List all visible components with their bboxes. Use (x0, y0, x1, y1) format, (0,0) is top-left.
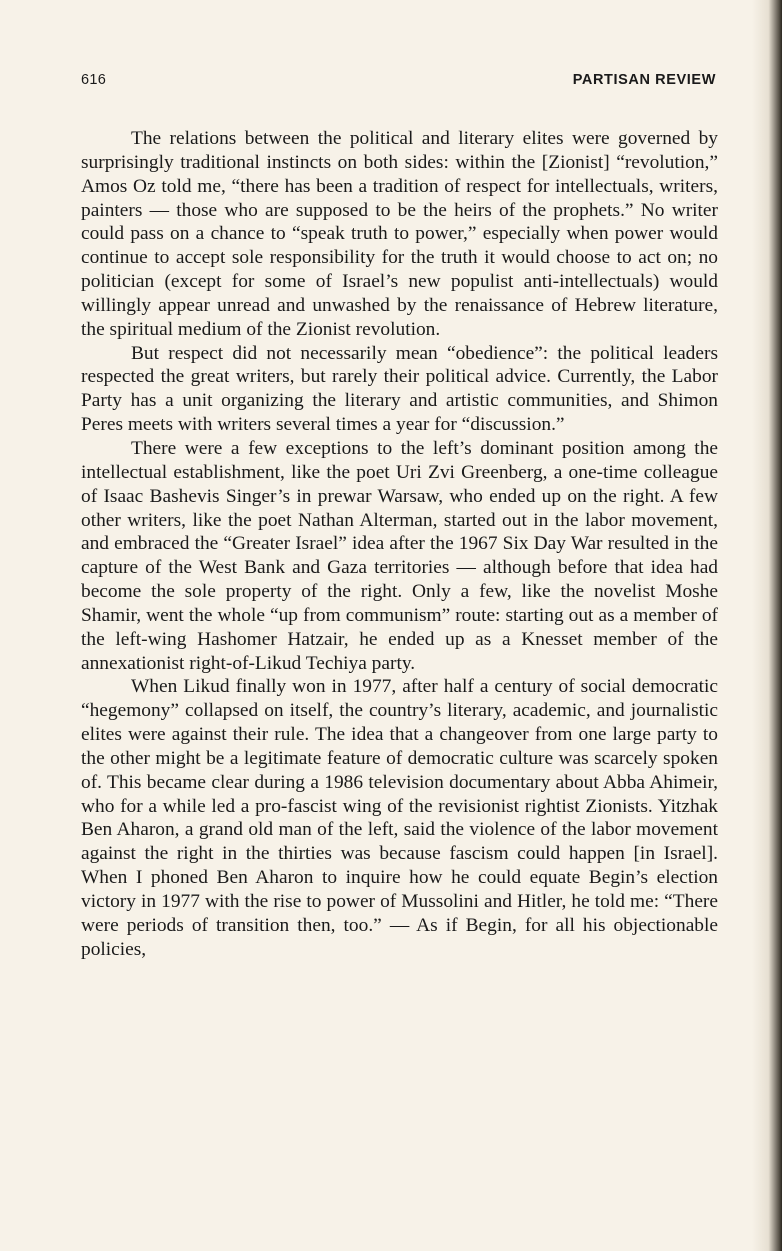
page-header (81, 72, 716, 94)
paragraph-4: When Likud finally won in 1977, after half a century of social democratic “hegemony” collapsed on itself, the country’s literary, academic, and journalistic elites were against their rule. The idea that a changeover from one large party to the other might be a legitimate feature of democratic culture was scarcely spoken of. This became clear during a 1986 television documentary about Abba Ahimeir, who for a while led a pro-fascist wing of the revisionist rightist Zionists. Yitzhak Ben Aharon, a grand old man of the left, said the violence of the labor movement against the right in the thirties was because fascism could happen [in Israel]. When I phoned Ben Aharon to inquire how he could equate Begin’s election victory in 1977 with the rise to power of Mussolini and Hitler, he told me: “There were periods of transition then, too.” — As if Begin, for all his objectionable policies, (81, 676, 718, 960)
page-number: 616 (81, 72, 107, 88)
page-edge-shadow (752, 0, 782, 1251)
body-text (81, 127, 718, 962)
paragraph-2: But respect did not necessarily mean “obedience”: the political leaders respected the great writers, but rarely their political advice. Currently, the Labor Party has a unit organizing the literary and artistic communities, and Shimon Peres meets with writers several times a year for “discussion.” (81, 342, 718, 436)
paragraph-1: The relations between the political and literary elites were governed by surprisingly traditional instincts on both sides: within the [Zionist] “revolution,” Amos Oz told me, “there has been a tradition of respect for intellectuals, writers, painters — those who are supposed to be the heirs of the prophets.” No writer could pass on a chance to “speak truth to power,” especially when power would continue to accept sole responsibility for the truth it would choose to act on; no politician (except for some of Israel’s new populist anti-intellectuals) would willingly appear unread and unwashed by the renaissance of Hebrew literature, the spiritual medium of the Zionist revolution. (81, 128, 718, 340)
running-head: PARTISAN REVIEW (572, 72, 716, 88)
paragraph-3: There were a few exceptions to the left’s dominant position among the intellectual establishment, like the poet Uri Zvi Greenberg, a one-time colleague of Isaac Bashevis Singer’s in prewar Warsaw, who ended up on the right. A few other writers, like the poet Nathan Alterman, started out in the labor movement, and embraced the “Greater Israel” idea after the 1967 Six Day War resulted in the capture of the West Bank and Gaza territories — although before that idea had become the sole property of the right. Only a few, like the novelist Moshe Shamir, went the whole “up from communism” route: starting out as a member of the left-wing Hashomer Hatzair, he ended up as a Knesset member of the annexationist right-of-Likud Techiya party. (81, 437, 718, 674)
